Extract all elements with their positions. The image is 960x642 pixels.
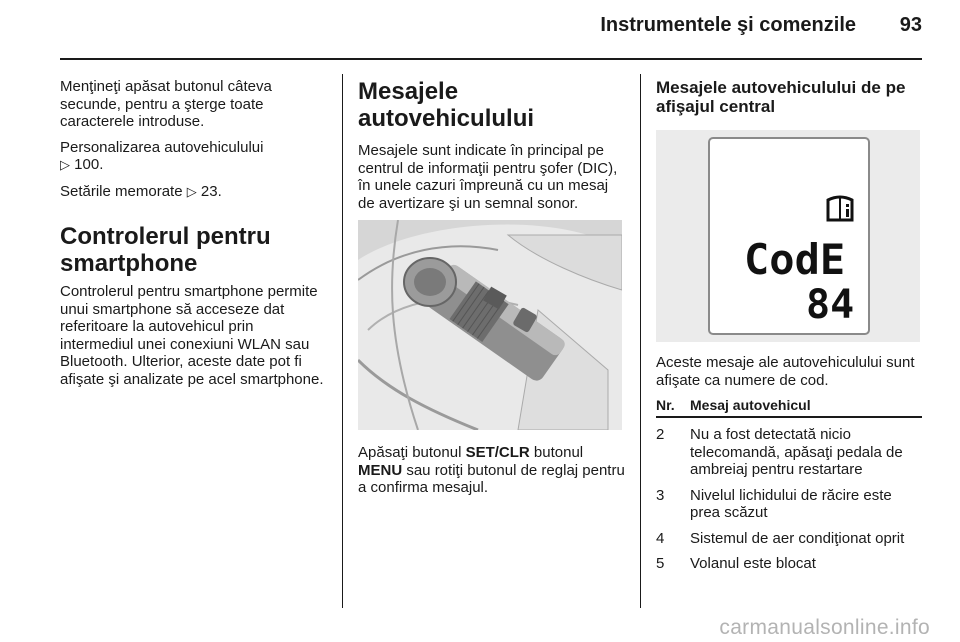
header-rule [60, 58, 922, 60]
xref-text: Setările memorate [60, 182, 183, 200]
table-row [656, 555, 922, 573]
caption-part-1: Apăsaţi butonul [358, 444, 466, 461]
row-message: Nu a fost detectată nicio telecomandă, apăsaţi pedala de ambreiaj pentru restartare [690, 426, 903, 478]
figure-caption [358, 444, 626, 497]
column-divider-1 [342, 74, 343, 608]
column-middle [358, 78, 626, 505]
triangle-arrow-icon: ▷ [186, 184, 197, 200]
paragraph-code-intro: Aceste mesaje ale autovehiculului sunt afişate ca numere de cod. [656, 354, 915, 389]
section-heading-vehicle-messages: Mesajele autovehiculului [358, 78, 535, 132]
table-row [656, 426, 922, 479]
page-number: 93 [899, 14, 922, 36]
column-header-nr: Nr. [656, 397, 675, 413]
triangle-arrow-icon: ▷ [60, 158, 70, 173]
xref-page: 23. [200, 182, 222, 200]
xref-saved-settings[interactable] [60, 183, 330, 202]
display-code-text: CodE [744, 235, 846, 284]
xref-personalization[interactable] [60, 139, 330, 175]
display-code-number: 84 [806, 282, 855, 328]
section-heading-smartphone: Controlerul pentru smartphone [60, 223, 271, 277]
row-message: Nivelul lichidului de răcire este prea scăzut [690, 486, 892, 521]
row-message: Sistemul de aer condiţionat oprit [690, 529, 905, 547]
row-nr: 4 [656, 529, 665, 547]
paragraph-messages-intro: Mesajele sunt indicate în principal pe centrul de informaţii pentru şofer (DIC), în unele cazuri împreună cu un mesaj de avertizare şi un semnal sonor. [358, 142, 618, 212]
header-title: Instrumentele şi comenzile [600, 14, 856, 36]
table-header [656, 397, 922, 418]
caption-part-2: butonul [529, 444, 584, 461]
paragraph-erase-chars: Menţineţi apăsat butonul câteva secunde, pentru a şterge toate caracterele introduse. [60, 78, 272, 130]
caption-part-3: sau rotiţi butonul de reglaj pentru a confirma mesajul. [358, 461, 625, 496]
xref-page: 100. [74, 156, 104, 173]
table-row [656, 487, 922, 522]
row-nr: 5 [656, 555, 665, 572]
section-heading-central-display: Mesajele autovehiculului de pe afişajul central [656, 78, 906, 116]
steering-column-stalk-illustration [358, 220, 622, 430]
row-nr: 3 [656, 486, 665, 504]
set-clr-button-label: SET/CLR [465, 444, 530, 461]
row-message: Volanul este blocat [690, 555, 816, 572]
message-table [656, 397, 922, 573]
column-left [60, 78, 330, 396]
central-display-illustration [656, 130, 920, 342]
menu-button-label: MENU [358, 461, 403, 479]
paragraph-smartphone: Controlerul pentru smartphone permite unui smartphone să acceseze dat referitoare la autovehicul prin intermediul unei conexiuni WLAN sau Bluetooth. Ulterior, aceste date pot fi afişate şi analizate pe acel smartphone. [60, 283, 324, 388]
table-row [656, 530, 922, 548]
column-header-message: Mesaj autovehicul [690, 397, 811, 413]
column-right [656, 78, 922, 573]
watermark: carmanualsonline.info [719, 616, 930, 639]
xref-text: Personalizarea autovehiculului [60, 138, 264, 156]
column-divider-2 [640, 74, 641, 608]
row-nr: 2 [656, 426, 665, 443]
